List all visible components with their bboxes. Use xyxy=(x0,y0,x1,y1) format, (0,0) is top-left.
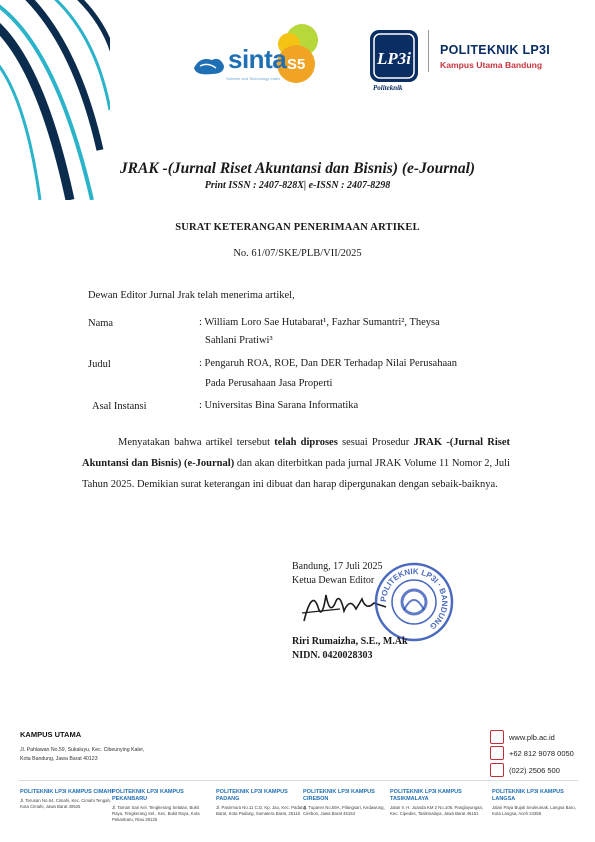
field-value-judul-line1: : Pengaruh ROA, ROE, Dan DER Terhadap Nilai Perusahaan xyxy=(199,358,458,369)
branch-title: POLITEKNIK LP3I KAMPUS CIMAHI xyxy=(20,789,113,795)
field-value-nama-line2: Sahlani Pratiwi³ xyxy=(205,335,273,346)
phone-icon xyxy=(490,763,504,777)
globe-icon xyxy=(490,730,504,744)
body-text-3: dan akan diterbitkan pada jurnal JRAK Volume 11 Nomor 2, Juli Tahun 2025. Demikian surat keterangan ini dibuat dan harap dipergunakan dengan sebaik-baiknya. xyxy=(82,458,510,490)
body-bold-status: telah diproses xyxy=(274,437,338,448)
institution-name: POLITEKNIK LP3I xyxy=(440,43,551,57)
field-value-asal-instansi: : Universitas Bina Sarana Informatika xyxy=(199,400,359,411)
branch-title: POLITEKNIK LP3I KAMPUS PADANG xyxy=(216,789,288,802)
header-divider xyxy=(428,30,429,72)
body-bold-journal: JRAK -(Jurnal Riset Akuntansi dan Bisnis) (e-Journal) xyxy=(82,437,510,469)
branch-pekanbaru xyxy=(112,789,207,824)
branch-address: Jl. Tuparev No.59A, Pilangsari, Kedawung, Cirebon, Jawa Barat 45153 xyxy=(303,805,385,817)
institution-campus: Kampus Utama Bandung xyxy=(440,60,543,70)
whatsapp-icon xyxy=(490,746,504,760)
branch-title: POLITEKNIK LP3I KAMPUS TASIKMALAYA xyxy=(390,789,462,802)
signatory-name: Riri Rumaizha, S.E., M.Ak xyxy=(292,636,408,647)
official-stamp xyxy=(372,560,456,644)
contact-web-text: www.plb.ac.id xyxy=(509,733,555,742)
contact-phone-text: (022) 2506 500 xyxy=(509,766,560,775)
branch-title: POLITEKNIK LP3I KAMPUS CIREBON xyxy=(303,789,375,802)
svg-text:POLITEKNIK LP3I · BANDUNG: POLITEKNIK LP3I · BANDUNG xyxy=(378,566,450,632)
branch-title: POLITEKNIK LP3I KAMPUS LANGSA xyxy=(492,789,564,802)
field-label-nama: Nama xyxy=(88,318,114,329)
branch-address: Jl. Terusan No.64, Cimahi, Kec. Cimahi Tengah, Kota Cimahi, Jawa Barat 40525 xyxy=(20,798,112,810)
branch-tasikmalaya xyxy=(390,789,485,817)
contact-whatsapp-text: +62 812 9078 0050 xyxy=(509,749,574,758)
branch-cirebon xyxy=(303,789,398,817)
field-value-judul-line2: Pada Perusahaan Jasa Properti xyxy=(205,378,333,389)
body-text-2: sesuai Prosedur xyxy=(337,437,414,448)
branch-cimahi xyxy=(20,789,115,810)
footer-divider xyxy=(18,780,578,781)
sinta-tagline: Science and Technology Index xyxy=(226,76,281,81)
branch-padang xyxy=(216,789,311,817)
letter-title: SURAT KETERANGAN PENERIMAAN ARTIKEL xyxy=(175,222,420,233)
signature-role: Ketua Dewan Editor xyxy=(292,575,375,586)
field-label-judul: Judul xyxy=(88,359,111,370)
logo-caption: Politeknik xyxy=(373,84,403,92)
signature-date: Bandung, 17 Juli 2025 xyxy=(292,561,383,572)
body-text-1: Menyatakan bahwa artikel tersebut xyxy=(118,437,275,448)
letter-number: No. 61/07/SKE/PLB/VII/2025 xyxy=(233,248,362,259)
field-value-nama-line1: : William Loro Sae Hutabarat¹, Fazhar Sumantri², Theysa xyxy=(199,317,440,328)
svg-text:LP3i: LP3i xyxy=(377,49,411,68)
journal-title: JRAK -(Jurnal Riset Akuntansi dan Bisnis) (e-Journal) xyxy=(119,160,476,177)
branch-address: Jl. Pasirmura No.11 C.D, Kp. Jao, Kec. Padang Barat, Kota Padang, Sumatera Barat, 25116 xyxy=(216,805,306,817)
branch-title: POLITEKNIK LP3I KAMPUS PEKANBARU xyxy=(112,789,184,802)
journal-issn: Print ISSN : 2407-828X| e-ISSN : 2407-8298 xyxy=(204,180,391,191)
sinta-wordmark: sinta xyxy=(228,44,287,74)
branch-address: Jl. Taman Sari Kel. Tengkerang Selatan, Bukit Raya, Tengkerang Sel., Kec. Bukit Raya, Kota Pekanbaru, Riau 28125 xyxy=(112,805,200,823)
sinta-level-badge: S5 xyxy=(287,56,306,73)
branch-address: Jalan Ir. H. Juanda KM 2 No.106, Panglayungan, Kec. Cipedes, Tasikmalaya, Jawa Barat 46151 xyxy=(390,805,484,817)
letter-intro: Dewan Editor Jurnal Jrak telah menerima artikel, xyxy=(88,290,295,301)
sinta-logo xyxy=(190,22,325,92)
main-campus-title: KAMPUS UTAMA xyxy=(20,730,82,739)
branch-address: Jalan Paya Bujok Seuleumak, Langsa Baro, Kota Langsa, Aceh 24355 xyxy=(492,805,576,817)
field-label-asal-instansi: Asal Instansi xyxy=(92,401,147,412)
main-campus-address: Jl. Pahlawan No.59, Sukaluyu, Kec. Cibeunying Kaler, Kota Bandung, Jawa Barat 40123 xyxy=(20,747,145,762)
branch-langsa xyxy=(492,789,580,817)
signatory-nidn: NIDN. 0420028303 xyxy=(292,650,373,661)
letter-body xyxy=(82,432,510,495)
